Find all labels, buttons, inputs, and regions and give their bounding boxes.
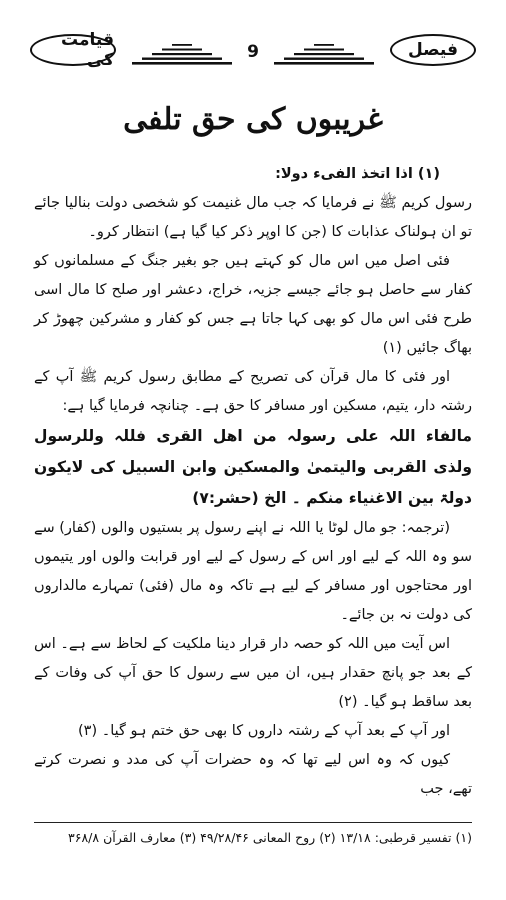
paragraph: اور آپ کے بعد آپ کے رشتہ داروں کا بھی حق ختم ہو گیا۔ (۳) bbox=[78, 723, 450, 739]
stepped-ornament-icon bbox=[274, 40, 374, 66]
stepped-ornament-icon bbox=[132, 40, 232, 66]
arabic-verse: مالفاء اللہ علی رسولہ من اھل القری فللہ وللرسول ولذی القربی والیتمیٰ والمسکین وابن السبیل کی لایکون دولۃ بین الاغنیاء منکم ۔ الخ (حشر:۷) bbox=[34, 427, 472, 507]
section-heading: (۱) اذا اتخذ الفیء دولا: bbox=[275, 166, 440, 182]
chapter-title: غریبوں کی حق تلفی bbox=[123, 102, 383, 137]
translation-paragraph: (ترجمہ: جو مال لوٹا یا اللہ نے اپنے رسول پر بستیوں والوں (کفار) سے سو وہ اللہ کے لیے اور اس کے رسول کے لیے اور قرابت والوں اور یتیموں اور محتاجوں اور مسافر کے لیے ہے تاکہ وہ مال (فئی) تمہارے مالداروں کی دولت نہ بن جائے۔ bbox=[34, 520, 472, 623]
paragraph: فئی اصل میں اس مال کو کہتے ہیں جو بغیر جنگ کے مسلمانوں کو کفار سے حاصل ہو جائے جیسے جزیہ، خراج، دعشر اور صلح کا مال اسی طرح فئی اس مال کو بھی کہا جاتا ہے جس کو کفار و مشرکین چھوڑ کر بھاگ جائیں (۱) bbox=[34, 253, 472, 356]
paragraph: اور فئی کا مال قرآن کی تصریح کے مطابق رسول کریم ﷺ آپ کے رشتہ دار، یتیم، مسکین اور مسافر کا حق ہے۔ چنانچہ فرمایا گیا ہے: bbox=[34, 369, 472, 414]
header-chapter-label: قیامت کی bbox=[30, 34, 116, 66]
page-number: 9 bbox=[247, 42, 259, 62]
paragraph: کیوں کہ وہ اس لیے تھا کہ وہ حضرات آپ کی مدد و نصرت کرتے تھے، جب bbox=[34, 752, 472, 797]
footnote: (۱) تفسیر قرطبی: ۱۳/۱۸ (۲) روح المعانی ۴۹/۲۸/۴۶ (۳) معارف القرآن ۳۶۸/۸ bbox=[68, 830, 472, 845]
footnote-divider bbox=[34, 822, 472, 823]
paragraph: اس آیت میں اللہ کو حصہ دار قرار دینا ملکیت کے لحاظ سے ہے۔ اس کے بعد جو پانچ حقدار ہیں، ان میں سے رسول کا حق آپ کی وفات کے بعد ساقط ہو گیا۔ (۲) bbox=[34, 636, 472, 710]
paragraph: رسول کریم ﷺ نے فرمایا کہ جب مال غنیمت کو شخصی دولت بنالیا جائے تو ان ہولناک عذابات کا (جن کا اوپر ذکر کیا گیا ہے) انتظار کرو۔ bbox=[34, 195, 472, 240]
body-text bbox=[34, 160, 472, 804]
page-header bbox=[30, 28, 476, 74]
header-book-label: فیصل bbox=[390, 34, 476, 66]
